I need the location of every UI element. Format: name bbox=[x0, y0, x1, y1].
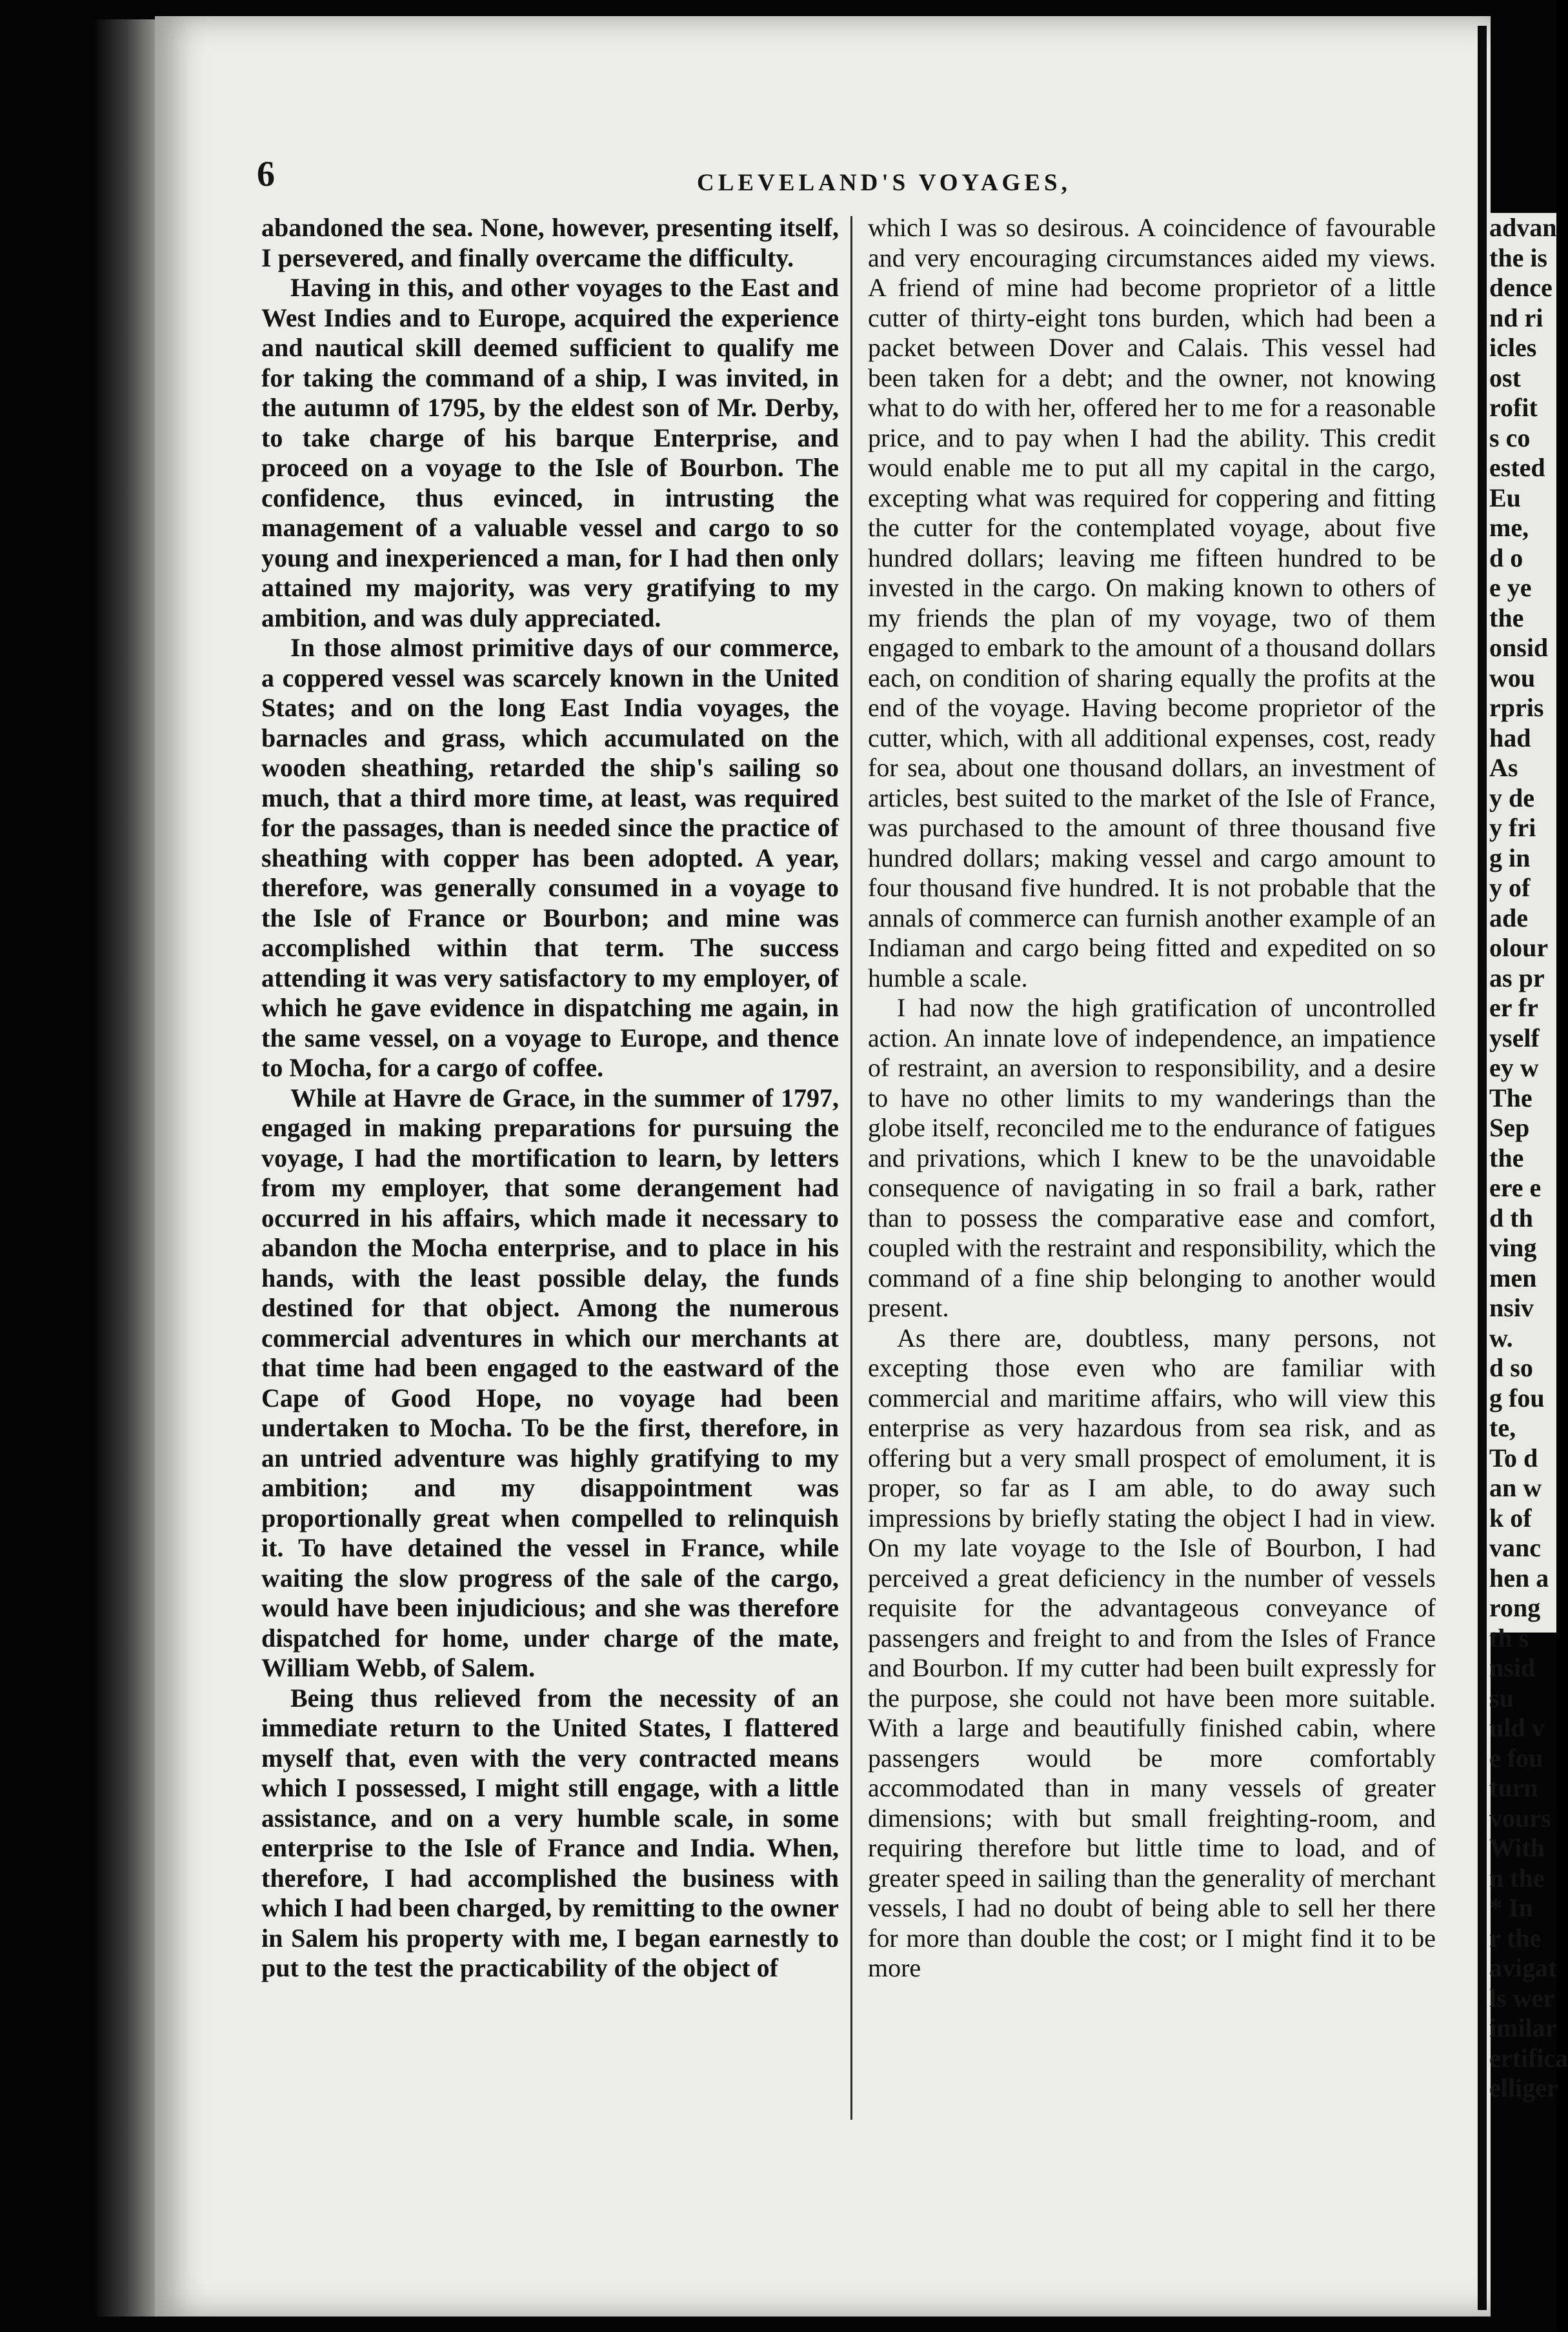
facing-page-line: ertifica bbox=[1489, 2043, 1568, 2073]
facing-page-line: With bbox=[1489, 1833, 1545, 1862]
facing-page-line: e ye bbox=[1489, 573, 1532, 602]
facing-page-line: ested bbox=[1489, 453, 1545, 482]
facing-page-line: vanc bbox=[1489, 1533, 1541, 1562]
facing-page-line: an w bbox=[1489, 1473, 1542, 1502]
facing-page-line: th s bbox=[1489, 1623, 1529, 1653]
facing-page-line: d th bbox=[1489, 1203, 1533, 1232]
facing-page-line: olour bbox=[1489, 933, 1549, 962]
facing-page-line: avigat bbox=[1489, 1953, 1557, 1982]
facing-page-line: g in bbox=[1489, 843, 1531, 872]
facing-page-line: onsid bbox=[1489, 633, 1549, 662]
facing-page-line: ey w bbox=[1489, 1053, 1539, 1082]
running-head: CLEVELAND'S VOYAGES, bbox=[697, 170, 1071, 196]
facing-page-line: nd ri bbox=[1489, 303, 1543, 332]
facing-page-line: uld v bbox=[1489, 1713, 1545, 1742]
facing-page-fragment bbox=[1487, 213, 1568, 2102]
facing-page-line: y fri bbox=[1489, 813, 1536, 842]
paragraph: which I was so desirous. A coincidence of favourable and very encouraging circumstances aided my views. A friend of mine had become proprietor of a little cutter of thirty-eight tons burden, which had been a packet between Dover and Calais. This vessel had been taken for a debt; and the owner, not knowing what to do with her, offered her to me for a reasonable price, and to pay when I had the ability. This credit would enable me to put all my capital in the cargo, excepting what was required for coppering and fitting the cutter for the contemplated voyage, about five hundred dollars; leaving me fifteen hundred to be invested in the cargo. On making known to others of my friends the plan of my voyage, two of them engaged to embark to the amount of a thousand dollars each, on condition of sharing equally the profits at the end of the voyage. Having become proprietor of the cutter, which, with all additional expenses, cost, ready for sea, about one thousand dollars, an investment of articles, best suited to the market of the Isle of France, was purchased to the amount of three thousand five hundred dollars; making vessel and cargo amount to four thousand five hundred. It is not probable that the annals of commerce can furnish another example of an Indiaman and cargo being fitted and expedited on so humble a scale. bbox=[868, 213, 1436, 992]
facing-page-line: y de bbox=[1489, 783, 1534, 812]
facing-page-line: advan bbox=[1489, 213, 1557, 242]
facing-page-line: ost bbox=[1489, 363, 1521, 392]
facing-page-line: the is bbox=[1489, 243, 1547, 272]
facing-page-line: Eu bbox=[1489, 483, 1521, 512]
paragraph: In those almost primitive days of our commerce, a coppered vessel was scarcely known in the United States; and on the long East India voyages, the barnacles and grass, which accumulated on the wooden sheathing, retarded the ship's sailing so much, that a third more time, at least, was required for the passages, than is needed since the practice of sheathing with copper has been adopted. A year, therefore, was generally consumed in a voyage to the Isle of France or Bourbon; and mine was accomplished within that term. The success attending it was very satisfactory to my employer, of which he gave evidence in dispatching me again, in the same vessel, on a voyage to Europe, and thence to Mocha, for a cargo of coffee. bbox=[261, 633, 839, 1082]
paragraph: abandoned the sea. None, however, presenting itself, I persevered, and finally overcame the difficulty. bbox=[261, 213, 839, 272]
facing-page-line: wou bbox=[1489, 663, 1536, 692]
facing-page-line: the bbox=[1489, 1143, 1524, 1172]
facing-page-line: me, bbox=[1489, 513, 1529, 542]
facing-page-line: w. bbox=[1489, 1323, 1513, 1352]
facing-page-line: vours bbox=[1489, 1803, 1551, 1833]
paragraph: As there are, doubtless, many persons, not excepting those even who are familiar with commercial and maritime affairs, who will view this enterprise as very hazardous from sea risk, and as offering but a very small prospect of emolument, it is proper, so far as I am able, to do away such impressions by briefly stating the object I had in view. On my late voyage to the Isle of Bourbon, I had perceived a great deficiency in the number of vessels requisite for the advantageous conveyance of passengers and freight to and from the Isles of France and Bourbon. If my cutter had been built expressly for the purpose, she could not have been more suitable. With a large and beautifully finished cabin, where passengers would be more comfortably accommodated than in many vessels of greater dimensions; with but small freighting-room, and requiring therefore but little time to load, and of greater speed in sailing than the generality of merchant vessels, I had no doubt of being able to sell her there for more than double the cost; or I might find it to be more bbox=[868, 1323, 1436, 1982]
facing-page-line: turn bbox=[1489, 1773, 1538, 1802]
facing-page-line: rpris bbox=[1489, 693, 1544, 722]
gutter-edge bbox=[1478, 26, 1487, 2310]
facing-page-line: * In bbox=[1489, 1893, 1533, 1922]
page-number: 6 bbox=[257, 154, 275, 194]
facing-page-line: y of bbox=[1489, 873, 1531, 902]
facing-page-line: s co bbox=[1489, 423, 1531, 452]
facing-page-line: yself bbox=[1489, 1023, 1540, 1052]
facing-page-line: nsid bbox=[1489, 1653, 1536, 1682]
facing-page-line: ving bbox=[1489, 1233, 1537, 1262]
facing-page-line: dence bbox=[1489, 273, 1553, 302]
facing-page-line: nsiv bbox=[1489, 1293, 1534, 1322]
facing-page-line: rong bbox=[1489, 1593, 1541, 1622]
facing-page-line: men bbox=[1489, 1263, 1537, 1292]
facing-page-line: To d bbox=[1489, 1443, 1538, 1473]
facing-page-line: Sep bbox=[1489, 1113, 1530, 1142]
column-divider bbox=[850, 216, 852, 2120]
facing-page-line: d o bbox=[1489, 543, 1523, 572]
facing-page-line: su bbox=[1489, 1683, 1514, 1713]
facing-page-line: had bbox=[1489, 723, 1531, 752]
facing-page-line: er fr bbox=[1489, 993, 1538, 1022]
facing-page-line: e fou bbox=[1489, 1743, 1543, 1773]
facing-page-line: d so bbox=[1489, 1353, 1533, 1382]
paragraph: Being thus relieved from the necessity of an immediate return to the United States, I flattered myself that, even with the very contracted means which I possessed, I might still engage, with a little assistance, and on a very humble scale, in some enterprise to the Isle of France and India. When, therefore, I had accomplished the business with which I had been charged, by remitting to the owner in Salem his property with me, I began earnestly to put to the test the practicability of the object of bbox=[261, 1683, 839, 1982]
facing-page-line: k of bbox=[1489, 1503, 1532, 1533]
facing-page-line: The bbox=[1489, 1083, 1533, 1112]
right-column bbox=[868, 213, 1436, 1984]
facing-page-line: icles bbox=[1489, 333, 1537, 362]
paragraph: While at Havre de Grace, in the summer of 1797, engaged in making preparations for pursuing the voyage, I had the mortification to learn, by letters from my employer, that some derangement had occurred in his affairs, which made it necessary to abandon the Mocha enterprise, and to place in his hands, with the least possible delay, the funds destined for that object. Among the numerous commercial adventures in which our merchants at that time had been engaged to the eastward of the Cape of Good Hope, no voyage had been undertaken to Mocha. To be the first, therefore, in an untried adventure was highly gratifying to my ambition; and my disappointment was proportionally great when compelled to relinquish it. To have detained the vessel in France, while waiting the slow progress of the sale of the cargo, would have been injudicious; and she was therefore dispatched for home, under charge of the mate, William Webb, of Salem. bbox=[261, 1083, 839, 1682]
facing-page-line: n the bbox=[1489, 1863, 1545, 1893]
left-column bbox=[261, 213, 839, 1984]
facing-page-line: r the bbox=[1489, 1923, 1542, 1953]
facing-page-line: the bbox=[1489, 603, 1524, 632]
facing-page-line: ade bbox=[1489, 903, 1528, 932]
facing-page-line: rofit bbox=[1489, 393, 1538, 422]
facing-page-line: ls wer bbox=[1489, 1983, 1555, 2013]
paragraph: I had now the high gratification of uncontrolled action. An innate love of independence, an impatience of restraint, an aversion to responsibility, and a desire to have no other limits to my wanderings than the globe itself, reconciled me to the endurance of fatigues and privations, which I knew to be the unavoidable consequence of navigating in so frail a bark, rather than to possess the comparative ease and comfort, coupled with the restraint and responsibility, which the command of a fine ship belonging to another would present. bbox=[868, 993, 1436, 1322]
facing-page-line: imilar bbox=[1489, 2013, 1557, 2042]
facing-page-line: g fou bbox=[1489, 1383, 1545, 1412]
paragraph: Having in this, and other voyages to the East and West Indies and to Europe, acquired the experience and nautical skill deemed sufficient to qualify me for taking the command of a ship, I was invited, in the autumn of 1795, by the eldest son of Mr. Derby, to take charge of his barque Enterprise, and proceed on a voyage to the Isle of Bourbon. The confidence, thus evinced, in intrusting the management of a valuable vessel and cargo to so young and inexperienced a man, for I had then only attained my majority, was very gratifying to my ambition, and was duly appreciated. bbox=[261, 273, 839, 632]
facing-page-line: ere e bbox=[1489, 1173, 1542, 1202]
facing-page-line: as pr bbox=[1489, 963, 1545, 992]
facing-page-line: As bbox=[1489, 753, 1518, 782]
facing-page-line: hen a bbox=[1489, 1563, 1549, 1593]
facing-page-line: te, bbox=[1489, 1413, 1516, 1442]
facing-page-line: elliger bbox=[1489, 2073, 1558, 2102]
